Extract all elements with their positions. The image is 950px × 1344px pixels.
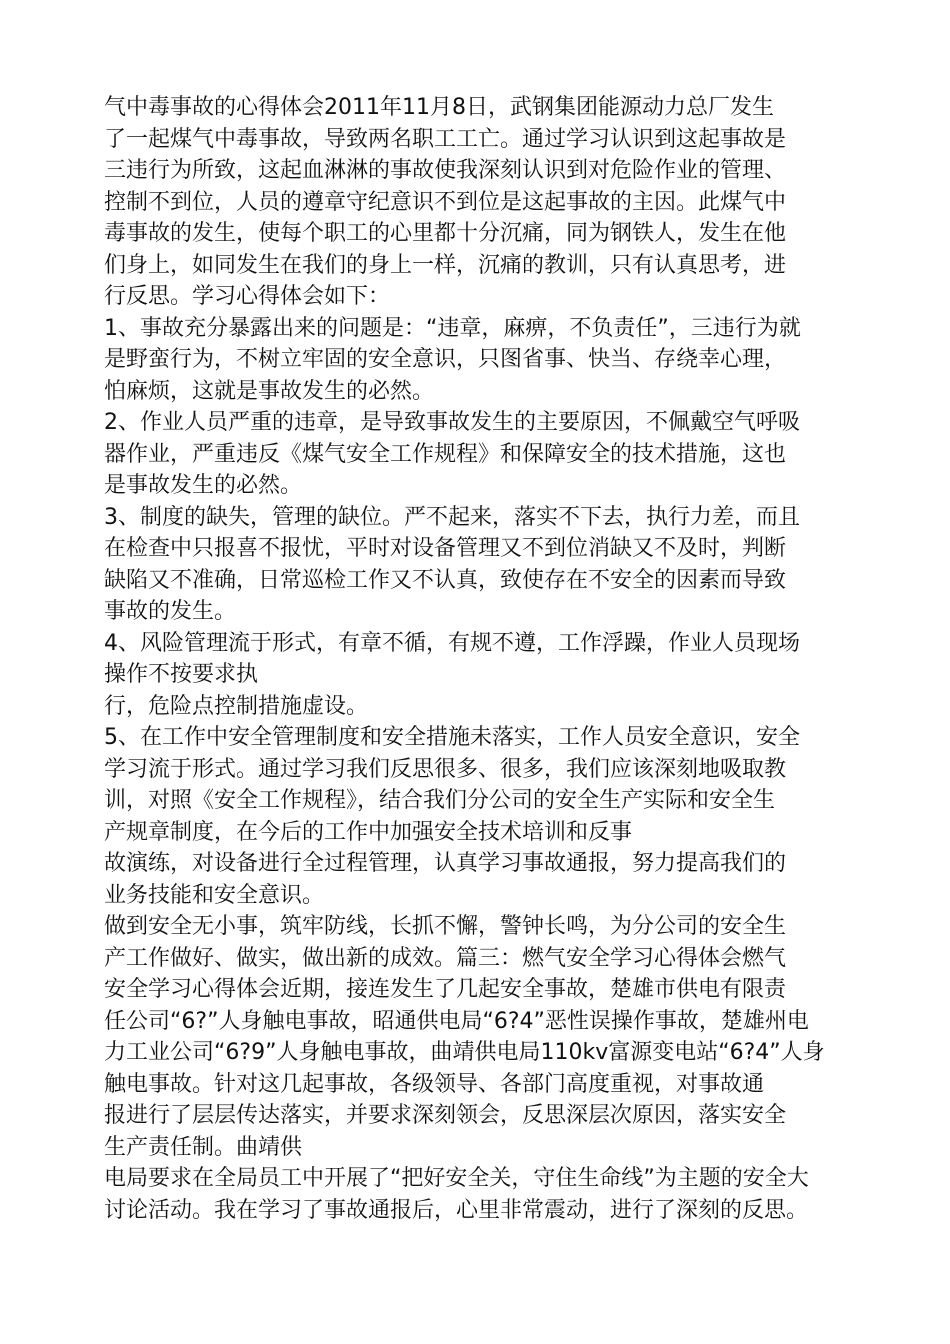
text-line: 力工业公司“6?9”人身触电事故，曲靖供电局110kv富源变电站“6?4”人身 [104, 1040, 825, 1065]
text-line: 是事故发生的必然。 [104, 473, 303, 498]
text-line: 电局要求在全局员工中开展了“把好安全关，守住生命线”为主题的安全大 [104, 1166, 809, 1191]
text-line: 控制不到位，人员的遵章守纪意识不到位是这起事故的主因。此煤气中 [104, 189, 787, 215]
text-line: 毒事故的发生，使每个职工的心里都十分沉痛，同为钢铁人，发生在他 [104, 221, 787, 246]
document-body [104, 92, 864, 1226]
text-line: 是野蛮行为，不树立牢固的安全意识，只图省事、快当、存绕幸心理， [104, 347, 787, 372]
text-line: 任公司“6?”人身触电事故，昭通供电局“6?4”恶性误操作事故，楚雄州电 [104, 1008, 809, 1034]
text-line: 4、风险管理流于形式，有章不循，有规不遵，工作浮躁，作业人员现场 [104, 630, 800, 656]
text-line: 故演练，对设备进行全过程管理，认真学习事故通报，努力提高我们的 [104, 851, 787, 876]
text-line: 器作业，严重违反《煤气安全工作规程》和保障安全的技术措施，这也 [104, 441, 787, 467]
text-line: 怕麻烦，这就是事故发生的必然。 [104, 378, 435, 404]
text-line: 气中毒事故的心得体会2011年11月8日，武钢集团能源动力总厂发生 [104, 95, 774, 120]
text-line: 操作不按要求执 [104, 662, 259, 687]
text-line: 在检查中只报喜不报忧，平时对设备管理又不到位消缺又不及时，判断 [104, 536, 787, 561]
text-line: 们身上，如同发生在我们的身上一样，沉痛的教训，只有认真思考，进 [104, 252, 787, 278]
text-line: 学习流于形式。通过学习我们反思很多、很多，我们应该深刻地吸取教 [104, 756, 787, 782]
text-line: 产规章制度，在今后的工作中加强安全技术培训和反事 [104, 819, 633, 845]
text-line: 安全学习心得体会近期，接连发生了几起安全事故，楚雄市供电有限责 [104, 977, 787, 1002]
text-line: 做到安全无小事，筑牢防线，长抓不懈，警钟长鸣，为分公司的安全生 [104, 914, 787, 939]
text-line: 5、在工作中安全管理制度和安全措施未落实，工作人员安全意识，安全 [104, 725, 800, 750]
text-line: 生产责任制。曲靖供 [104, 1134, 303, 1160]
text-line: 缺陷又不准确，日常巡检工作又不认真，致使存在不安全的因素而导致 [104, 567, 787, 593]
text-line: 三违行为所致，这起血淋淋的事故使我深刻认识到对危险作业的管理、 [104, 158, 787, 183]
text-line: 事故的发生。 [104, 599, 237, 624]
text-line: 行，危险点控制措施虚设。 [104, 693, 369, 719]
text-line: 触电事故。针对这几起事故，各级领导、各部门高度重视，对事故通 [104, 1071, 765, 1097]
text-line: 讨论活动。我在学习了事故通报后，心里非常震动，进行了深刻的反思。 [104, 1197, 809, 1223]
text-line: 训，对照《安全工作规程》，结合我们分公司的安全生产实际和安全生 [104, 788, 776, 813]
text-line: 1、事故充分暴露出来的问题是：“违章，麻痹，不负责任”，三违行为就 [104, 315, 801, 341]
text-line: 产工作做好、做实，做出新的成效。篇三：燃气安全学习心得体会燃气 [104, 945, 787, 971]
text-line: 了一起煤气中毒事故，导致两名职工工亡。通过学习认识到这起事故是 [104, 126, 787, 152]
text-line: 报进行了层层传达落实，并要求深刻领会，反思深层次原因，落实安全 [104, 1103, 787, 1128]
text-line: 业务技能和安全意识。 [104, 882, 325, 908]
text-line: 行反思。学习心得体会如下： [104, 284, 391, 309]
text-line: 3、制度的缺失，管理的缺位。严不起来，落实不下去，执行力差，而且 [104, 504, 800, 530]
text-line: 2、作业人员严重的违章，是导致事故发生的主要原因，不佩戴空气呼吸 [104, 410, 800, 435]
